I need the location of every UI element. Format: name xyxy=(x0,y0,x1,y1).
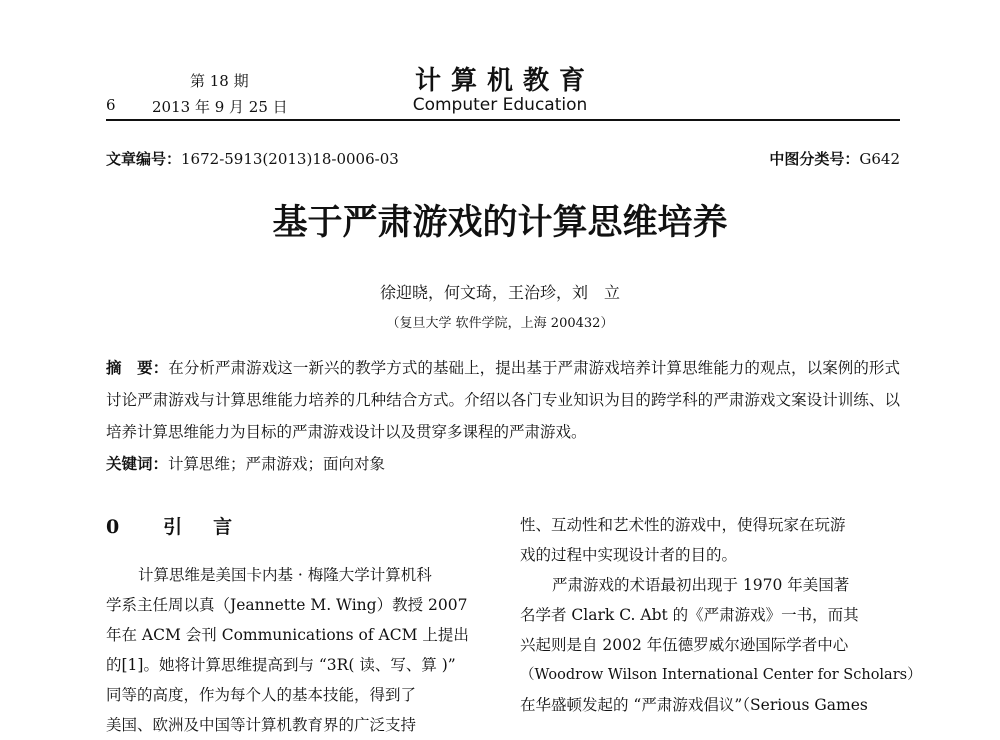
body-line: 戏的过程中实现设计者的目的。 xyxy=(520,546,738,564)
body-line: 同等的高度，作为每个人的基本技能，得到了 xyxy=(106,686,417,704)
body-line: 计算思维是美国卡内基 · 梅隆大学计算机科 xyxy=(138,566,432,584)
keywords: 计算思维；严肃游戏；面向对象 xyxy=(168,455,386,473)
classification-number xyxy=(740,148,900,169)
body-line: 性、互动性和艺术性的游戏中，使得玩家在玩游 xyxy=(520,516,846,534)
header-rule xyxy=(106,119,900,121)
classification-value: G642 xyxy=(859,150,900,168)
classification-label: 中图分类号： xyxy=(769,150,860,168)
journal-title: 计算机教育 xyxy=(414,66,595,96)
abstract-label: 摘 要： xyxy=(106,359,169,377)
article-number-label: 文章编号： xyxy=(106,150,182,168)
page-number: 6 xyxy=(106,96,116,114)
body-line: 学系主任周以真（Jeannette M. Wing）教授 2007 xyxy=(106,596,468,614)
keywords-label: 关键词： xyxy=(106,455,169,473)
body-line: 在华盛顿发起的 “严肃游戏倡议”（Serious Games xyxy=(520,696,868,714)
authors: 徐迎晓，何文琦，王治珍，刘 立 xyxy=(379,283,620,302)
body-line: 的[1]。她将计算思维提高到与 “3R( 读、写、算 )” xyxy=(106,656,456,674)
body-line: 名学者 Clark C. Abt 的《严肃游戏》一书，而其 xyxy=(520,606,859,624)
journal-subtitle: Computer Education xyxy=(412,95,588,115)
section-title: 引 言 xyxy=(163,516,239,538)
body-line: 严肃游戏的术语最初出现于 1970 年美国著 xyxy=(552,576,850,594)
body-line: 年在 ACM 会刊 Communications of ACM 上提出 xyxy=(106,626,469,644)
body-line: 兴起则是自 2002 年伍德罗威尔逊国际学者中心 xyxy=(520,636,849,654)
article-number xyxy=(106,148,399,169)
body-line: （Woodrow Wilson International Center for Scholars） xyxy=(520,667,922,683)
section-heading xyxy=(106,512,238,539)
issue-number: 第 18 期 xyxy=(190,72,249,90)
abstract xyxy=(106,352,900,480)
paper-title: 基于严肃游戏的计算思维培养 xyxy=(272,203,728,243)
body-line: 美国、欧洲及中国等计算机教育界的广泛支持 xyxy=(106,716,417,734)
section-number: 0 xyxy=(106,516,126,538)
article-number-value: 1672-5913(2013)18-0006-03 xyxy=(181,150,399,168)
affiliation: （复旦大学 软件学院，上海 200432） xyxy=(386,316,614,331)
abstract-text: 在分析严肃游戏这一新兴的教学方式的基础上，提出基于严肃游戏培养计算思维能力的观点，以案例的形式讨论严肃游戏与计算思维能力培养的几种结合方式。介绍以各门专业知识为目的跨学科的严肃游戏文案设计训练、以培养计算思维能力为目标的严肃游戏设计以及贯穿多课程的严肃游戏。 xyxy=(106,359,900,441)
issue-date: 2013 年 9 月 25 日 xyxy=(152,98,288,116)
